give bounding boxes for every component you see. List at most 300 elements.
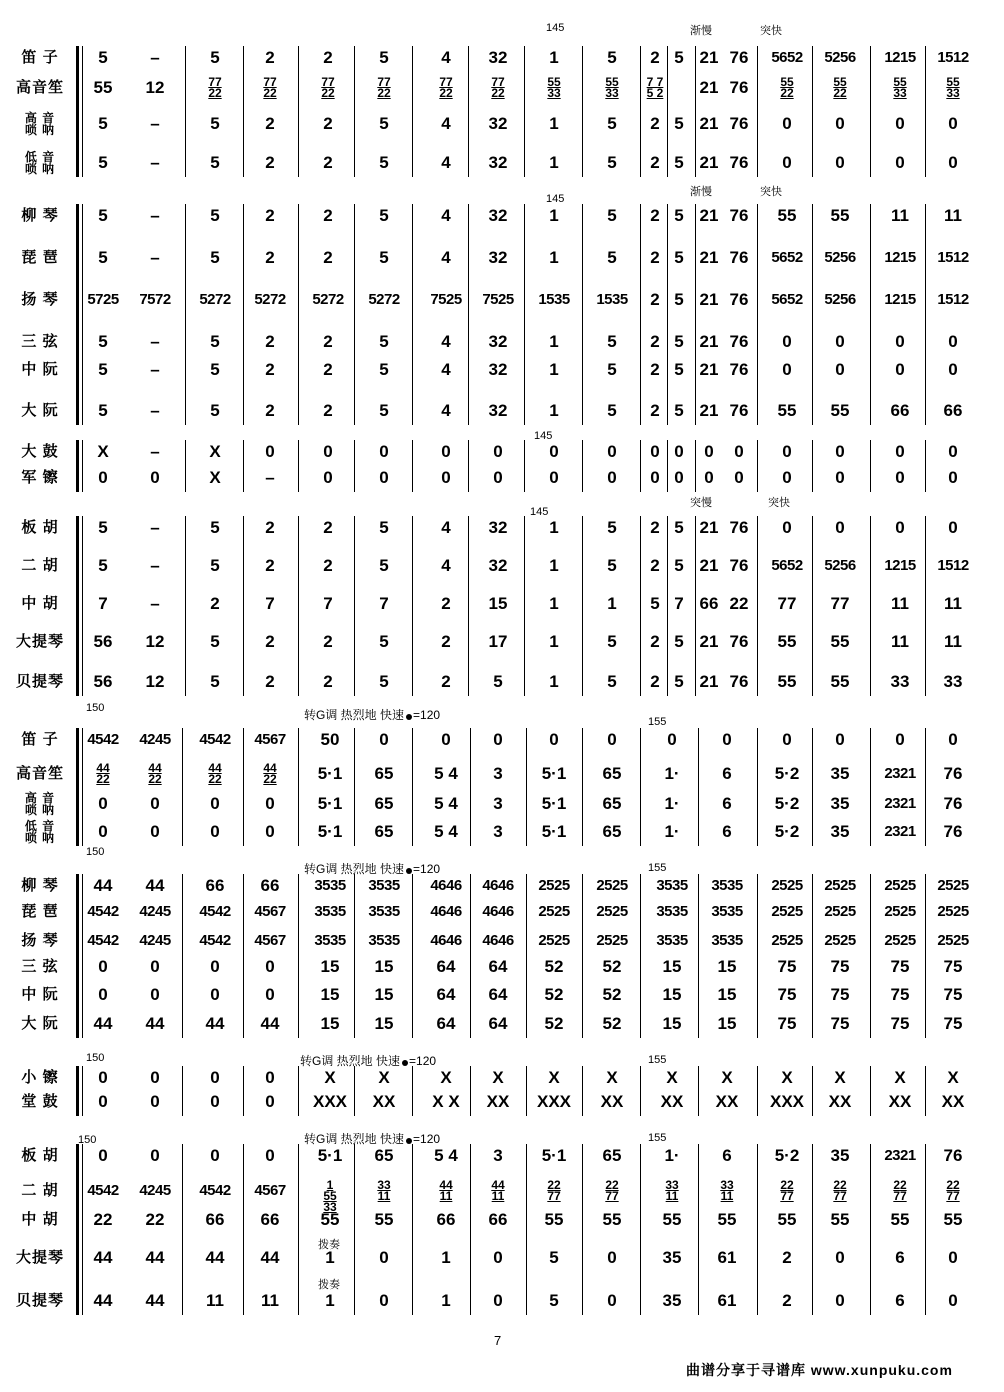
note-cell: 0 (704, 468, 714, 487)
note-cell: 2525 (824, 877, 856, 894)
note-cell (629, 77, 681, 99)
note-cell: 5 (607, 332, 617, 351)
note-cell: 44 (145, 1248, 165, 1267)
instrument-name: 中 阮 (21, 986, 59, 1003)
note-cell: 0 (835, 332, 845, 351)
note-cell: 0 (493, 468, 503, 487)
note-cell: 66 (943, 401, 963, 420)
note-cell: 76 (943, 1146, 963, 1165)
note-cell: 3535 (314, 903, 346, 920)
note-cell: 5 4 (434, 1146, 458, 1165)
note-cell: 1· (664, 822, 680, 841)
note-cell: 35 (830, 794, 850, 813)
note-cell: 4 (441, 360, 451, 379)
note-cell: 64 (436, 957, 456, 976)
note-cell-line: 77 (377, 75, 391, 89)
note-cell: 75 (830, 985, 850, 1004)
note-cell: 4 (441, 206, 451, 225)
note-cell: 3 (493, 764, 503, 783)
note-cell: 2321 (884, 765, 916, 782)
note-cell-line: 44 (96, 761, 110, 775)
staff-row (0, 955, 1004, 979)
note-cell: 7525 (482, 291, 514, 308)
note-cell: 55 (374, 1210, 394, 1229)
note-cell: 65 (602, 822, 622, 841)
note-cell: 0 (379, 1291, 389, 1310)
instrument-name: 小 镲 (21, 1069, 59, 1086)
barline (185, 204, 186, 425)
instrument-name: 大 鼓 (21, 443, 59, 460)
note-cell: 4542 (87, 903, 119, 920)
note-cell: 2 (265, 360, 275, 379)
note-cell: 15 (717, 985, 737, 1004)
note-cell: 21 (699, 401, 719, 420)
note-cell: 2 (265, 518, 275, 537)
note-cell: 1 (549, 360, 559, 379)
note-cell: 0 (323, 442, 333, 461)
note-cell: 61 (717, 1248, 737, 1267)
note-cell: 76 (729, 78, 749, 97)
note-cell: 32 (488, 360, 508, 379)
note-cell: 2 (265, 153, 275, 172)
measure-number-145: 145 (534, 430, 553, 442)
note-cell: 0 (265, 794, 275, 813)
note-cell-line: 33 (946, 86, 960, 100)
note-cell: 5 (674, 518, 684, 537)
note-cell: 7 (323, 594, 333, 613)
note-cell: 0 (895, 114, 905, 133)
tempo-mark-sudden-slow: 突慢 (690, 497, 712, 509)
note-cell: 5 (674, 401, 684, 420)
note-cell (586, 1180, 638, 1202)
note-cell: 15 (717, 957, 737, 976)
note-cell: 0 (835, 468, 845, 487)
note-cell: 5 (98, 206, 108, 225)
note-cell (927, 1180, 979, 1202)
note-cell: 4 (441, 332, 451, 351)
note-cell: 4542 (87, 932, 119, 949)
staff-row (0, 1090, 1004, 1114)
note-cell: 2525 (596, 932, 628, 949)
note-cell: 65 (374, 764, 394, 783)
instrument-name: 大 阮 (21, 402, 59, 419)
instrument-name: 大提琴 (15, 633, 64, 650)
note-cell: 21 (699, 48, 719, 67)
note-cell: 6 (722, 794, 732, 813)
note-cell: 55 (830, 401, 850, 420)
note-cell: 7525 (430, 291, 462, 308)
note-cell: 55 (544, 1210, 564, 1229)
note-cell: – (150, 360, 160, 379)
tempo-mark-slowing: 渐慢 (690, 186, 712, 198)
note-cell: 0 (150, 794, 160, 813)
staff-row (0, 358, 1004, 382)
note-cell-line: 22 (491, 86, 505, 100)
note-cell: 2 (323, 48, 333, 67)
note-cell: 52 (544, 957, 564, 976)
note-cell: 61 (717, 1291, 737, 1310)
note-cell: 1 (549, 518, 559, 537)
note-cell: 76 (729, 556, 749, 575)
note-cell-line: 22 (321, 86, 335, 100)
note-cell: XX (715, 1092, 739, 1111)
note-cell: 55 (777, 1210, 797, 1229)
staff-row (0, 1246, 1004, 1270)
note-cell: 0 (607, 1291, 617, 1310)
note-cell: X (324, 1068, 336, 1087)
note-cell: X (894, 1068, 906, 1087)
note-cell: 66 (205, 1210, 225, 1229)
note-cell: 0 (948, 730, 958, 749)
note-cell: 5 4 (434, 822, 458, 841)
note-cell: XX (600, 1092, 624, 1111)
note-cell: 2 (265, 401, 275, 420)
note-cell: 0 (210, 957, 220, 976)
note-cell: 5256 (824, 291, 856, 308)
note-cell: 5·1 (541, 1146, 567, 1165)
barline (640, 204, 641, 425)
tempo-mark-sudden-fast: 突快 (760, 25, 782, 37)
note-cell: 2 (265, 48, 275, 67)
measure-number-150: 150 (86, 702, 105, 714)
note-cell: 2 (323, 206, 333, 225)
note-cell: 44 (93, 1014, 113, 1033)
note-cell: 2321 (884, 795, 916, 812)
note-cell: 4567 (254, 1182, 286, 1199)
note-cell: X (209, 468, 221, 487)
note-cell: 2 (782, 1291, 792, 1310)
note-cell: 0 (895, 518, 905, 537)
note-cell: 1 (325, 1248, 335, 1267)
note-cell: 15 (662, 985, 682, 1004)
note-cell: 35 (830, 822, 850, 841)
barline (412, 204, 413, 425)
note-cell: 76 (943, 764, 963, 783)
note-cell: 5 (98, 360, 108, 379)
note-cell: 3 (493, 822, 503, 841)
note-cell-line: 33 (893, 86, 907, 100)
note-cell: 0 (493, 1291, 503, 1310)
note-cell: 5·1 (317, 822, 343, 841)
note-cell: 0 (650, 468, 660, 487)
note-cell: 2525 (937, 903, 969, 920)
note-cell-line: 7 7 (646, 75, 664, 89)
staff-row (0, 76, 1004, 100)
note-cell: 5 (98, 332, 108, 351)
note-cell: 1 (549, 594, 559, 613)
note-cell: 0 (895, 360, 905, 379)
note-cell: 0 (265, 985, 275, 1004)
note-cell-line: 11 (491, 1189, 505, 1203)
note-cell: 55 (93, 78, 113, 97)
note-cell: 0 (493, 730, 503, 749)
note-cell: – (150, 206, 160, 225)
note-cell: 3 (493, 1146, 503, 1165)
note-cell: 0 (722, 730, 732, 749)
note-cell: 5256 (824, 49, 856, 66)
note-cell: 66 (260, 1210, 280, 1229)
note-cell: XXX (312, 1092, 348, 1111)
note-cell-line: 55 (833, 75, 847, 89)
note-cell: 4245 (139, 1182, 171, 1199)
note-cell: 5 (674, 632, 684, 651)
note-cell: 11 (261, 1291, 279, 1310)
note-cell: 55 (320, 1210, 340, 1229)
note-cell-line: 33 (323, 1200, 337, 1214)
note-cell: 5·1 (541, 794, 567, 813)
note-cell: 2 (650, 360, 660, 379)
note-cell (761, 1180, 813, 1202)
note-cell-line: 77 (605, 1189, 619, 1203)
note-cell: 1 (549, 332, 559, 351)
instrument-name: 高音笙 (15, 79, 64, 96)
barline (667, 204, 668, 425)
note-cell: 2525 (884, 903, 916, 920)
note-cell: 2525 (937, 877, 969, 894)
note-cell: 1 (549, 672, 559, 691)
note-cell: 0 (265, 1068, 275, 1087)
note-cell: 0 (948, 114, 958, 133)
measure-number-145: 145 (530, 506, 549, 518)
note-cell: X (947, 1068, 959, 1087)
note-cell: 2321 (884, 823, 916, 840)
note-cell: 5 (379, 114, 389, 133)
staff-row (0, 592, 1004, 616)
note-cell: 5 4 (434, 764, 458, 783)
note-cell-line: 55 (780, 75, 794, 89)
note-cell: 11 (944, 632, 962, 651)
measure-number-150: 150 (86, 846, 105, 858)
staff-row (0, 516, 1004, 540)
note-cell: 5 (210, 206, 220, 225)
staff-row (0, 112, 1004, 136)
barline (695, 204, 696, 425)
note-cell: 76 (729, 672, 749, 691)
note-cell: 44 (260, 1014, 280, 1033)
note-cell: – (150, 556, 160, 575)
note-cell: 2 (265, 672, 275, 691)
note-cell: 21 (699, 206, 719, 225)
note-cell: 5 4 (434, 794, 458, 813)
note-cell: 0 (835, 360, 845, 379)
note-cell: 1 (607, 594, 617, 613)
note-cell: 0 (493, 442, 503, 461)
note-cell: 0 (265, 1092, 275, 1111)
note-cell: 55 (830, 1210, 850, 1229)
note-cell: 55 (777, 401, 797, 420)
staff-row (0, 246, 1004, 270)
note-cell: 4567 (254, 932, 286, 949)
note-cell: 15 (488, 594, 508, 613)
note-cell-line: 77 (833, 1189, 847, 1203)
note-cell: 2 (441, 594, 451, 613)
note-cell: 52 (602, 985, 622, 1004)
note-cell: 5 (607, 401, 617, 420)
note-cell: 0 (150, 1092, 160, 1111)
note-cell: 0 (210, 985, 220, 1004)
note-cell: 6 (722, 822, 732, 841)
instrument-name: 三 弦 (21, 958, 59, 975)
note-cell-line: 22 (780, 86, 794, 100)
note-cell: 4646 (482, 932, 514, 949)
note-cell: 5 (210, 401, 220, 420)
note-cell: 4646 (430, 903, 462, 920)
staff-row (0, 151, 1004, 175)
note-cell: 1 (549, 206, 559, 225)
note-cell: 4 (441, 248, 451, 267)
instrument-name: 扬 琴 (21, 932, 59, 949)
note-cell: 3535 (656, 932, 688, 949)
note-cell: 0 (150, 468, 160, 487)
note-cell: 5272 (368, 291, 400, 308)
note-cell: 32 (488, 114, 508, 133)
note-cell-line: 22 (96, 772, 110, 786)
note-cell: 5 (607, 360, 617, 379)
note-cell: 2 (441, 632, 451, 651)
note-cell: 21 (699, 248, 719, 267)
note-cell: 6 (895, 1291, 905, 1310)
note-cell: 0 (895, 153, 905, 172)
note-cell: 7 (379, 594, 389, 613)
note-cell: 0 (835, 730, 845, 749)
note-cell: 21 (699, 518, 719, 537)
note-cell-line: 22 (833, 86, 847, 100)
note-cell: 2 (323, 518, 333, 537)
staff-row (0, 792, 1004, 816)
note-cell: 5 (210, 632, 220, 651)
note-cell: XX (486, 1092, 510, 1111)
note-cell (420, 77, 472, 99)
note-cell-line: 22 (439, 86, 453, 100)
note-cell: XX (828, 1092, 852, 1111)
note-cell-line: 55 (547, 75, 561, 89)
note-cell: 32 (488, 48, 508, 67)
staff-row (0, 330, 1004, 354)
note-cell: 5 (210, 556, 220, 575)
note-cell: 5 (210, 153, 220, 172)
note-cell: 1 (549, 632, 559, 651)
note-cell: 0 (379, 1248, 389, 1267)
note-cell: 5 (607, 248, 617, 267)
note-cell: 7572 (139, 291, 171, 308)
note-cell: 5·1 (541, 822, 567, 841)
note-cell: 21 (699, 290, 719, 309)
measure-number-155: 155 (648, 1054, 667, 1066)
note-cell: 6 (895, 1248, 905, 1267)
note-cell: 44 (260, 1248, 280, 1267)
quarter-note-icon (406, 1138, 412, 1144)
page-number: 7 (494, 1333, 502, 1348)
note-cell: 75 (943, 957, 963, 976)
note-cell: 5 (674, 672, 684, 691)
note-cell: 5652 (771, 291, 803, 308)
instrument-name-line: 高 音 (24, 791, 56, 805)
note-cell: 0 (782, 360, 792, 379)
note-cell: 32 (488, 153, 508, 172)
note-cell: 5 (549, 1248, 559, 1267)
note-cell: 21 (699, 360, 719, 379)
note-cell: 5 (549, 1291, 559, 1310)
note-cell: 55 (717, 1210, 737, 1229)
quarter-note-icon (402, 1060, 408, 1066)
note-cell: 0 (948, 332, 958, 351)
note-cell: 2 (323, 556, 333, 575)
note-cell: 5 (607, 206, 617, 225)
barline (298, 204, 299, 425)
note-cell: 4 (441, 556, 451, 575)
note-cell: 0 (948, 442, 958, 461)
note-cell-line: 22 (208, 772, 222, 786)
note-cell-line: 77 (263, 75, 277, 89)
note-cell: 15 (320, 1014, 340, 1033)
note-cell (814, 77, 866, 99)
note-cell: 0 (948, 518, 958, 537)
note-cell: 4542 (87, 1182, 119, 1199)
note-cell: 2 (265, 332, 275, 351)
note-cell: 5 (210, 114, 220, 133)
note-cell: 75 (777, 985, 797, 1004)
note-cell: 2525 (824, 932, 856, 949)
instrument-name: 扬 琴 (21, 291, 59, 308)
footer-credit: 曲谱分享于寻谱库 www.xunpuku.com (686, 1362, 953, 1378)
note-cell: 0 (549, 442, 559, 461)
note-cell: 6 (722, 1146, 732, 1165)
note-cell (528, 1180, 580, 1202)
note-cell: 2 (265, 556, 275, 575)
note-cell: 32 (488, 206, 508, 225)
note-cell: 0 (607, 468, 617, 487)
note-cell (701, 1180, 753, 1202)
note-cell: 64 (488, 985, 508, 1004)
note-cell: 32 (488, 401, 508, 420)
note-cell: 0 (150, 822, 160, 841)
note-cell: 0 (895, 468, 905, 487)
note-cell: XXX (769, 1092, 805, 1111)
note-cell-line: 44 (148, 761, 162, 775)
note-cell: 77 (777, 594, 797, 613)
note-cell: 55 (830, 206, 850, 225)
note-cell: 0 (734, 468, 744, 487)
note-cell: 21 (699, 114, 719, 133)
note-cell: 4542 (199, 932, 231, 949)
note-cell: 75 (830, 957, 850, 976)
note-cell: 2 (323, 401, 333, 420)
note-cell: 66 (260, 876, 280, 895)
note-cell: 55 (602, 1210, 622, 1229)
note-cell: 0 (98, 957, 108, 976)
note-cell: 0 (835, 1248, 845, 1267)
note-cell-line: 77 (946, 1189, 960, 1203)
note-cell: 1 (549, 114, 559, 133)
note-cell: 1 (441, 1248, 451, 1267)
note-cell: 65 (602, 764, 622, 783)
note-cell: 76 (729, 206, 749, 225)
note-cell: 52 (544, 1014, 564, 1033)
note-cell: 1215 (884, 291, 916, 308)
measure-number-145: 145 (546, 22, 565, 34)
quarter-note-icon (406, 714, 412, 720)
note-cell: 2525 (937, 932, 969, 949)
staff-row (0, 874, 1004, 898)
note-cell-line: 55 (946, 75, 960, 89)
note-cell: 4567 (254, 731, 286, 748)
note-cell: XXX (536, 1092, 572, 1111)
staff-row (0, 820, 1004, 844)
note-cell: 4245 (139, 731, 171, 748)
note-cell: 3535 (656, 877, 688, 894)
note-cell (528, 77, 580, 99)
note-cell-line: 22 (208, 86, 222, 100)
